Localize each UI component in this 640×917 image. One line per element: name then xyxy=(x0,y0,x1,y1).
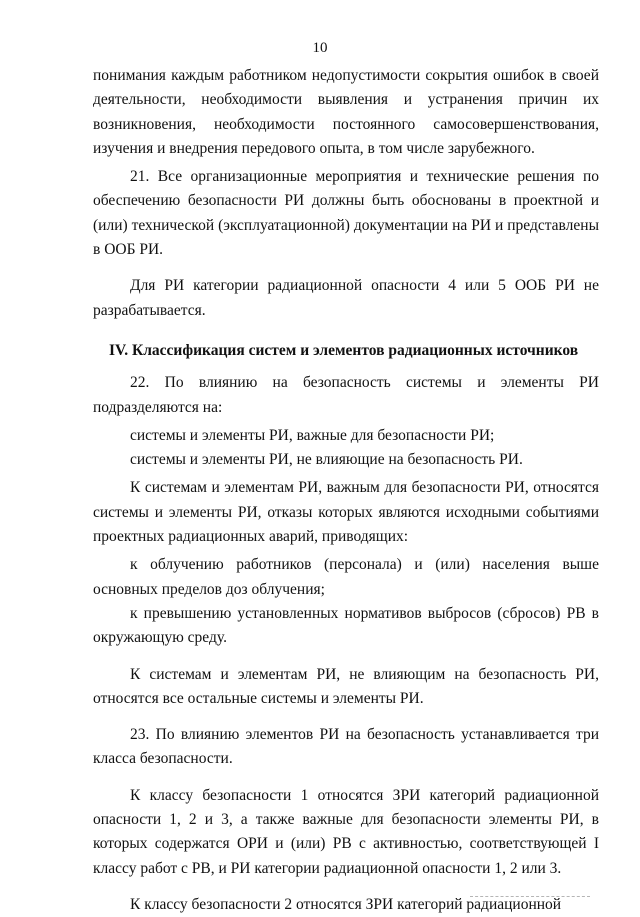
paragraph-22: 22. По влиянию на безопасность системы и элементы РИ подразделяются на: xyxy=(93,374,599,416)
paragraph-other-systems: К системам и элементам РИ, не влияющим на безопасность РИ, относятся все остальные системы и элементы РИ. xyxy=(93,665,599,707)
page-number: 10 xyxy=(312,40,328,56)
paragraph-class-1: К классу безопасности 1 относятся ЗРИ категорий радиационной опасности 1, 2 и 3, а также важные для безопасности элементы РИ, в которых содержатся ОРИ и (или) РВ с активностью, соответствующей I классу работ с РВ, и РИ категории радиационной опасности 1, 2 или 3. xyxy=(93,786,599,877)
scan-artifact xyxy=(470,896,590,900)
paragraph-category-note: Для РИ категории радиационной опасности 4 или 5 ООБ РИ не разрабатывается. xyxy=(93,277,599,319)
paragraph-23: 23. По влиянию элементов РИ на безопасность устанавливается три класса безопасности. xyxy=(93,726,599,768)
paragraph-21: 21. Все организационные мероприятия и технические решения по обеспечению безопасности РИ должны быть обоснованы в проектной и (или) технической (эксплуатационной) документации на РИ и представлены в ООБ РИ. xyxy=(93,168,599,259)
paragraph-important-systems: К системам и элементам РИ, важным для безопасности РИ, относятся системы и элементы РИ, отказы которых являются исходными событиями проектных радиационных аварий, приводящих: xyxy=(93,479,599,546)
list-item-important: системы и элементы РИ, важные для безопасности РИ; xyxy=(130,426,495,444)
list-item-not-important: системы и элементы РИ, не влияющие на безопасность РИ. xyxy=(130,451,523,469)
list-item-emissions: к превышению установленных нормативов выбросов (сбросов) РВ в окружающую среду. xyxy=(93,604,599,647)
paragraph-class-2: К классу безопасности 2 относятся ЗРИ категорий радиационной xyxy=(130,895,562,913)
document-body xyxy=(93,64,599,917)
paragraph-continuation: понимания каждым работником недопустимости сокрытия ошибок в своей деятельности, необходимости выявления и устранения причин их возникновения, необходимости постоянного самосовершенствования, изучения и внедрения передового опыта, в том числе зарубежного. xyxy=(93,67,599,157)
section-heading: IV. Классификация систем и элементов радиационных источников xyxy=(109,341,579,359)
list-item-exposure: к облучению работников (персонала) и (или) населения выше основных пределов доз облучения; xyxy=(93,556,599,598)
